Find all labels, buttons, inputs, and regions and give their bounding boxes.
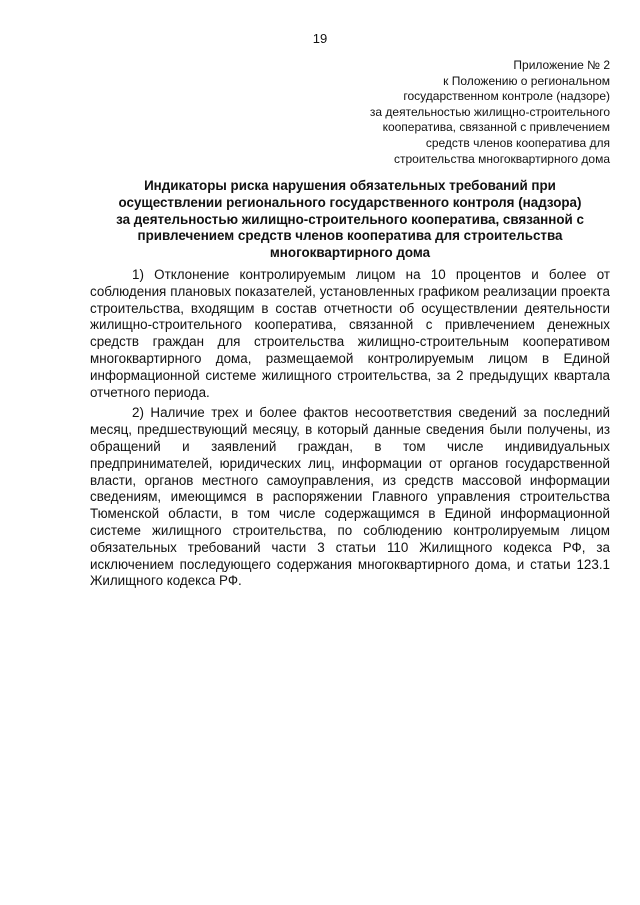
annex-line: к Положению о региональном	[443, 73, 610, 88]
annex-line: строительства многоквартирного дома	[394, 151, 610, 166]
annex-line: Приложение № 2	[513, 58, 610, 72]
title-line: осуществлении регионального государственного контроля (надзора)	[118, 194, 582, 210]
paragraph-indicator-1: 1) Отклонение контролируемым лицом на 10 процентов и более от соблюдения плановых показателей, установленных графиком реализации проекта строительства, входящим в состав отчетности об осуществлении деятельности жилищно-строительного кооператива, связанной с привлечением денежных средств граждан для строительства жилищно-строительным кооперативом многоквартирного дома, размещаемой контролируемым лицом в Единой информационной системе жилищного строительства, за 2 предыдущих квартала отчетного периода.	[90, 267, 610, 400]
document-title	[90, 178, 610, 262]
paragraph-indicator-2: 2) Наличие трех и более фактов несоответствия сведений за последний месяц, предшествующий месяцу, в который данные сведения были получены, из обращений и заявлений граждан, в том числе индивидуальных предпринимателей, юридических лиц, информации от органов государственной власти, органов местного самоуправления, из средств массовой информации сведениям, имеющимся в распоряжении Главного управления строительства Тюменской области, в том числе содержащимся в Единой информационной системе жилищного строительства, по соблюдению контролируемым лицом обязательных требований части 3 статьи 110 Жилищного кодекса РФ, за исключением последующего содержания многоквартирного дома, и статьи 123.1 Жилищного кодекса РФ.	[90, 405, 610, 589]
annex-reference	[310, 58, 610, 167]
annex-line: за деятельностью жилищно-строительного	[369, 104, 610, 119]
title-line: Индикаторы риска нарушения обязательных требований при	[144, 178, 556, 193]
annex-line: государственном контроле (надзоре)	[403, 89, 610, 104]
title-line: привлечением средств членов кооператива для строительства	[137, 228, 563, 244]
annex-line: кооператива, связанной с привлечением	[382, 120, 610, 135]
title-line: за деятельностью жилищно-строительного кооператива, связанной с	[116, 211, 584, 227]
annex-line: средств членов кооператива для	[425, 135, 610, 150]
title-line: многоквартирного дома	[269, 245, 431, 261]
page-number: 19	[312, 31, 328, 46]
document-body	[90, 267, 610, 594]
